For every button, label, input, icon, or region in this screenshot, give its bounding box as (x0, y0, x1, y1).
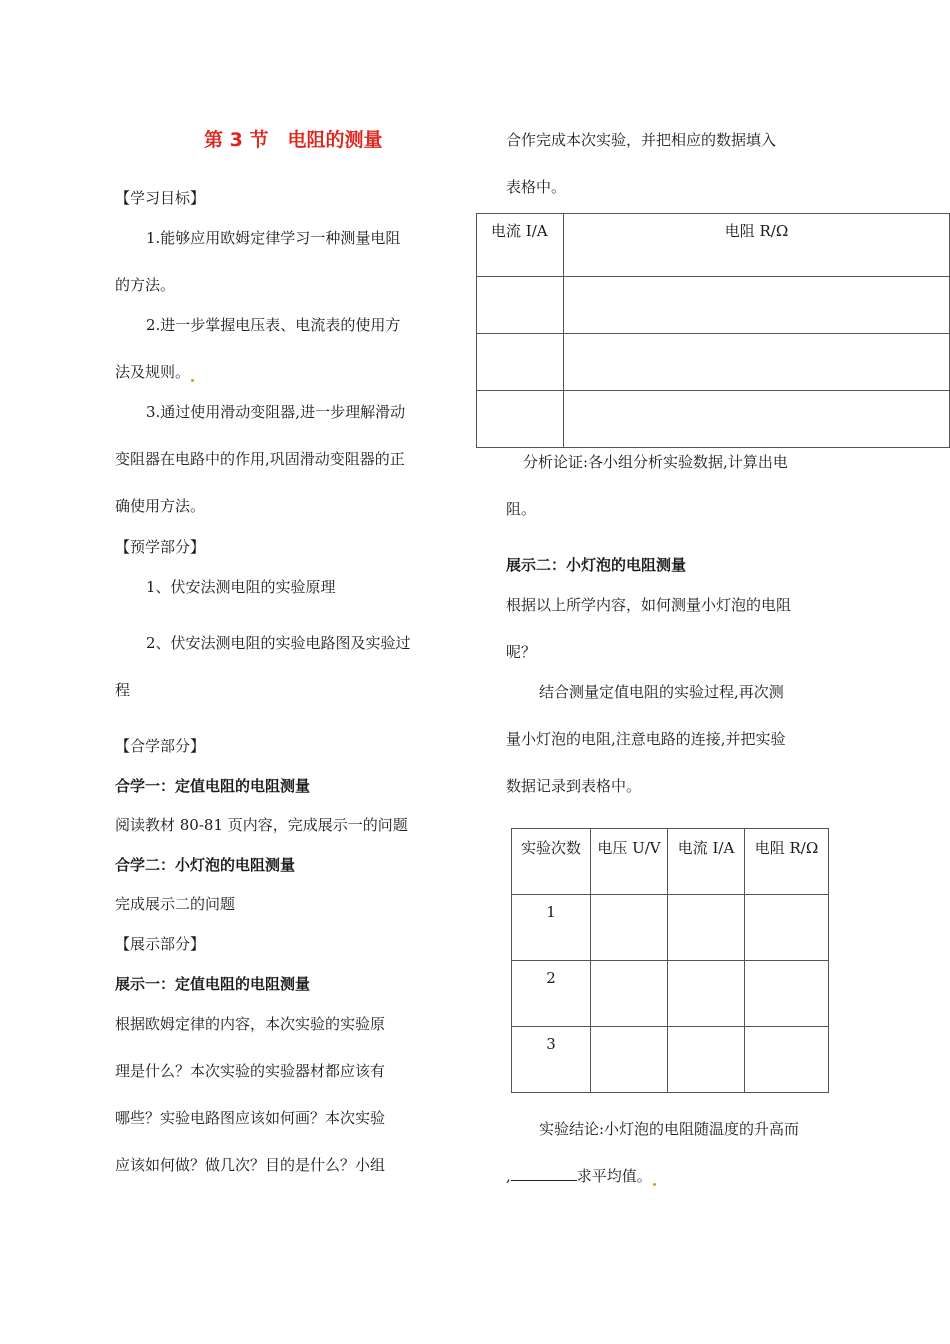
page-title: 第 3 节 电阻的测量 (204, 129, 383, 151)
goal-2-line-1: 2.进一步掌握电压表、电流表的使用方 (146, 316, 401, 334)
analysis-line-1: 分析论证:各小组分析实验数据,计算出电 (523, 453, 788, 471)
coop-1-text: 阅读教材 80-81 页内容，完成展示一的问题 (115, 816, 408, 834)
goal-3-line-3: 确使用方法。 (115, 497, 206, 515)
table-cell (668, 895, 745, 961)
table-cell (477, 391, 564, 448)
coop-2-text: 完成展示二的问题 (115, 895, 236, 913)
show-heading: 【展示部分】 (115, 935, 206, 953)
right-cont-line-1: 合作完成本次实验，并把相应的数据填入 (506, 131, 777, 149)
table-row (477, 277, 950, 334)
table-cell (745, 895, 829, 961)
table-row (512, 829, 829, 895)
table-cell (477, 334, 564, 391)
table-row (512, 1027, 829, 1093)
table-cell (745, 961, 829, 1027)
preview-heading: 【预学部分】 (115, 538, 206, 556)
show-1-line-2: 理是什么？本次实验的实验器材都应该有 (115, 1062, 386, 1080)
table-cell (668, 961, 745, 1027)
conclusion-end-text: 求平均值。 (576, 1167, 652, 1185)
table-row (477, 391, 950, 448)
coop-2-title: 合学二：小灯泡的电阻测量 (115, 856, 296, 874)
table-row (512, 961, 829, 1027)
table-header-resistance: 电阻 R/Ω (564, 214, 950, 277)
table-cell (591, 895, 668, 961)
show-2-title: 展示二：小灯泡的电阻测量 (506, 556, 687, 574)
preview-item-2-line-2: 程 (115, 681, 131, 699)
conclusion-comma: , (506, 1167, 511, 1185)
show-2-question-line-2: 呢？ (506, 643, 537, 661)
coop-heading: 【合学部分】 (115, 737, 206, 755)
table-row (477, 214, 950, 277)
conclusion-line-1: 实验结论:小灯泡的电阻随温度的升高而 (539, 1120, 800, 1138)
goal-1-line-2: 的方法。 (115, 276, 176, 294)
goal-3-line-2: 变阻器在电路中的作用,巩固滑动变阻器的正 (115, 450, 405, 468)
table-cell (564, 391, 950, 448)
table-row (512, 895, 829, 961)
fill-in-blank (511, 1166, 577, 1181)
mark-dot-icon (653, 1183, 656, 1186)
show-2-question-line-1: 根据以上所学内容，如何测量小灯泡的电阻 (506, 596, 792, 614)
analysis-line-2: 阻。 (506, 500, 537, 518)
lamp-data-table (511, 828, 829, 1093)
goal-2-line-2-text: 法及规则。 (115, 363, 191, 381)
show-1-title: 展示一：定值电阻的电阻测量 (115, 975, 311, 993)
table-cell (564, 277, 950, 334)
preview-item-1: 1、伏安法测电阻的实验原理 (146, 578, 336, 596)
table-cell (591, 1027, 668, 1093)
combine-line-1: 结合测量定值电阻的实验过程,再次测 (539, 683, 784, 701)
table-cell (591, 961, 668, 1027)
conclusion-line-2 (506, 1166, 656, 1186)
right-cont-line-2: 表格中。 (506, 178, 567, 196)
table-header-voltage: 电压 U/V (591, 829, 668, 895)
preview-item-2-line-1: 2、伏安法测电阻的实验电路图及实验过 (146, 634, 411, 652)
show-1-line-4: 应该如何做？做几次？目的是什么？小组 (115, 1156, 386, 1174)
combine-line-2: 量小灯泡的电阻,注意电路的连接,并把实验 (506, 730, 786, 748)
table-cell (668, 1027, 745, 1093)
goals-heading: 【学习目标】 (115, 189, 206, 207)
show-1-line-3: 哪些？实验电路图应该如何画？本次实验 (115, 1109, 386, 1127)
table-header-current: 电流 I/A (477, 214, 564, 277)
trial-number: 3 (512, 1027, 591, 1093)
goal-3-line-1: 3.通过使用滑动变阻器,进一步理解滑动 (146, 403, 406, 421)
table-header-trial: 实验次数 (512, 829, 591, 895)
coop-1-title: 合学一：定值电阻的电阻测量 (115, 777, 311, 795)
table-cell (745, 1027, 829, 1093)
table-header-current: 电流 I/A (668, 829, 745, 895)
table-cell (477, 277, 564, 334)
goal-2-line-2 (115, 362, 194, 382)
combine-line-3: 数据记录到表格中。 (506, 777, 642, 795)
mark-dot-icon (191, 379, 194, 382)
trial-number: 1 (512, 895, 591, 961)
goal-1-line-1: 1.能够应用欧姆定律学习一种测量电阻 (146, 229, 401, 247)
table-header-resistance: 电阻 R/Ω (745, 829, 829, 895)
current-resistance-table (476, 213, 950, 448)
table-row (477, 334, 950, 391)
table-cell (564, 334, 950, 391)
show-1-line-1: 根据欧姆定律的内容，本次实验的实验原 (115, 1015, 386, 1033)
trial-number: 2 (512, 961, 591, 1027)
